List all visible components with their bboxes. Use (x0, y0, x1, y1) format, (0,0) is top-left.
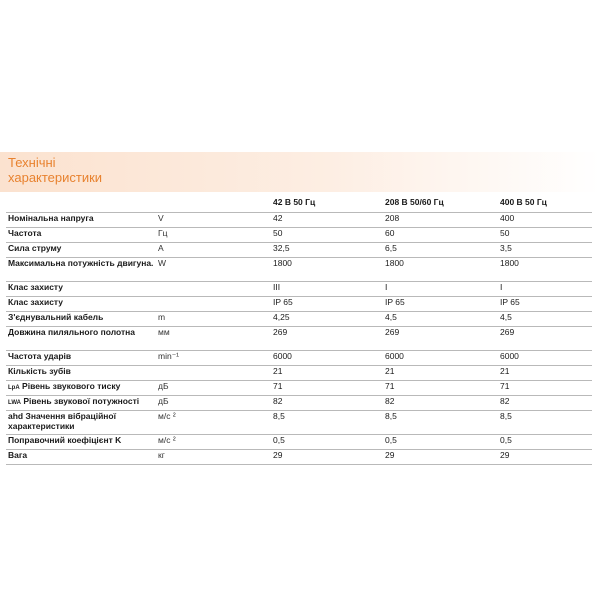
row-name: Довжина пиляльного полотна (6, 327, 156, 351)
row-value-208v: 21 (383, 366, 498, 381)
row-name: Кількість зубів (6, 366, 156, 381)
row-value-42v: 269 (271, 327, 383, 351)
header-col-400v: 400 В 50 Гц (498, 197, 592, 213)
row-value-400v: 6000 (498, 351, 592, 366)
row-unit: W (156, 258, 271, 282)
table-row-blade-length (6, 327, 592, 351)
table-row-sound-pressure (6, 381, 592, 396)
row-value-42v: 21 (271, 366, 383, 381)
row-value-208v: 29 (383, 450, 498, 465)
row-value-400v: IP 65 (498, 297, 592, 312)
spec-table (6, 197, 592, 465)
row-value-400v: 400 (498, 213, 592, 228)
row-value-400v: 50 (498, 228, 592, 243)
row-value-208v: 82 (383, 396, 498, 411)
row-value-208v: I (383, 282, 498, 297)
header-col-208v: 208 В 50/60 Гц (383, 197, 498, 213)
row-unit: min⁻¹ (156, 351, 271, 366)
row-unit: A (156, 243, 271, 258)
row-unit (156, 282, 271, 297)
row-value-400v: 71 (498, 381, 592, 396)
header-unit (156, 197, 271, 213)
table-row-sound-power (6, 396, 592, 411)
table-row-motor-power (6, 258, 592, 282)
row-value-42v: 4,25 (271, 312, 383, 327)
row-value-208v: 0,5 (383, 435, 498, 450)
table-row-vibration (6, 411, 592, 435)
row-value-400v: 82 (498, 396, 592, 411)
row-value-42v: 29 (271, 450, 383, 465)
section-title (8, 155, 208, 185)
table-row-ip-class (6, 297, 592, 312)
row-name (6, 381, 156, 396)
row-value-42v: 82 (271, 396, 383, 411)
header-col-42v: 42 В 50 Гц (271, 197, 383, 213)
row-unit (156, 297, 271, 312)
symbol-ahd: ahd (8, 411, 24, 421)
row-value-400v: 1800 (498, 258, 592, 282)
row-name: Частота (6, 228, 156, 243)
row-value-42v: 8,5 (271, 411, 383, 435)
row-unit: мм (156, 327, 271, 351)
row-value-208v: 1800 (383, 258, 498, 282)
row-name: Вага (6, 450, 156, 465)
row-value-42v: 32,5 (271, 243, 383, 258)
row-value-208v: 71 (383, 381, 498, 396)
row-name: Сила струму (6, 243, 156, 258)
row-name: З'єднувальний кабель (6, 312, 156, 327)
row-value-400v: 3,5 (498, 243, 592, 258)
title-line-1: Технічні (8, 155, 56, 170)
row-value-208v: 4,5 (383, 312, 498, 327)
table-row-current (6, 243, 592, 258)
table-row-weight (6, 450, 592, 465)
row-value-400v: 4,5 (498, 312, 592, 327)
table-row-cable (6, 312, 592, 327)
row-value-400v: 8,5 (498, 411, 592, 435)
row-value-208v: IP 65 (383, 297, 498, 312)
row-unit: дБ (156, 381, 271, 396)
row-value-42v: 50 (271, 228, 383, 243)
row-name (6, 411, 156, 435)
table-row-voltage (6, 213, 592, 228)
row-value-42v: 71 (271, 381, 383, 396)
row-unit: м/с ² (156, 411, 271, 435)
row-name-text: Рівень звукової потужності (23, 396, 140, 406)
row-value-42v: III (271, 282, 383, 297)
row-value-400v: 0,5 (498, 435, 592, 450)
row-unit: Гц (156, 228, 271, 243)
row-value-42v: 1800 (271, 258, 383, 282)
title-line-2: характеристики (8, 170, 103, 185)
row-unit: дБ (156, 396, 271, 411)
table-row-stroke-rate (6, 351, 592, 366)
header-name (6, 197, 156, 213)
table-row-protection-class (6, 282, 592, 297)
row-unit (156, 366, 271, 381)
row-value-42v: 0,5 (271, 435, 383, 450)
row-unit: кг (156, 450, 271, 465)
table-row-correction-factor (6, 435, 592, 450)
row-unit: V (156, 213, 271, 228)
row-name: Клас захисту (6, 282, 156, 297)
row-name: Клас захисту (6, 297, 156, 312)
row-value-400v: 29 (498, 450, 592, 465)
symbol-lpa: LpA (8, 385, 20, 391)
row-value-400v: I (498, 282, 592, 297)
table-row-frequency (6, 228, 592, 243)
row-value-42v: IP 65 (271, 297, 383, 312)
row-value-400v: 269 (498, 327, 592, 351)
row-name-text: Значення вібраційної характеристики (8, 411, 117, 431)
row-value-208v: 208 (383, 213, 498, 228)
row-name (6, 396, 156, 411)
row-value-42v: 42 (271, 213, 383, 228)
row-value-208v: 6000 (383, 351, 498, 366)
row-value-208v: 269 (383, 327, 498, 351)
row-name: Частота ударів (6, 351, 156, 366)
row-value-42v: 6000 (271, 351, 383, 366)
row-name: Номінальна напруга (6, 213, 156, 228)
row-name-text: Рівень звукового тиску (22, 381, 121, 391)
row-value-208v: 6,5 (383, 243, 498, 258)
row-value-208v: 8,5 (383, 411, 498, 435)
table-row-teeth-count (6, 366, 592, 381)
symbol-lwa: LWA (8, 400, 21, 406)
row-value-400v: 21 (498, 366, 592, 381)
row-name: Поправочний коефіцієнт K (6, 435, 156, 450)
row-name: Максимальна потужність двигуна. (6, 258, 156, 282)
row-unit: m (156, 312, 271, 327)
row-value-208v: 60 (383, 228, 498, 243)
header-row (6, 197, 592, 213)
row-unit: м/с ² (156, 435, 271, 450)
